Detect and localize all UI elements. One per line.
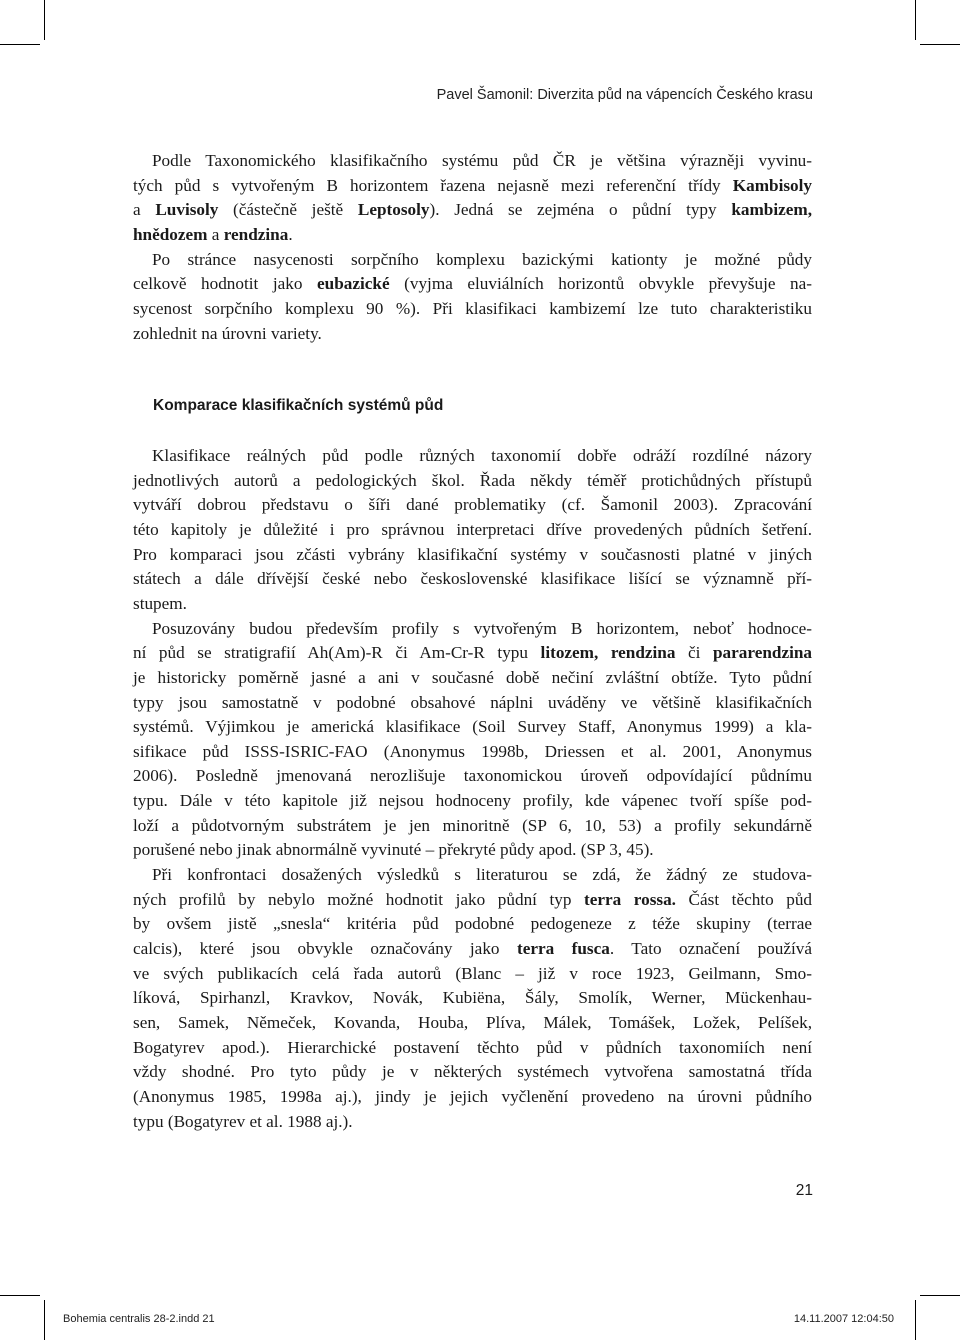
text-run: typu (Bogatyrev et al. 1988 aj.). xyxy=(133,1111,353,1131)
crop-mark xyxy=(0,44,40,45)
text-line xyxy=(133,591,812,617)
text-line xyxy=(133,468,812,494)
page-number: 21 xyxy=(795,1182,813,1199)
crop-mark xyxy=(920,1295,960,1296)
bold-term: eubazické xyxy=(317,274,390,294)
text-line xyxy=(133,1059,812,1085)
text-run: Bogatyrev apod.). Hierarchické postavení těchto půd v půdních taxonomiích není xyxy=(133,1037,812,1057)
text-line xyxy=(133,271,812,297)
text-run: Při konfrontaci dosažených výsledků s literaturou se zdá, že žádný ze studova- xyxy=(152,865,812,885)
text-run: vždy shodné. Pro tyto půdy je v některých systémech vytvořena samostatná třída xyxy=(133,1062,812,1082)
text-run: Posuzovány budou především profily s vytvořeným B horizontem, neboť hodnoce- xyxy=(152,618,812,638)
text-run: . xyxy=(288,224,293,244)
crop-mark xyxy=(0,1295,40,1296)
text-line xyxy=(133,788,812,814)
text-line xyxy=(133,443,812,469)
bold-term: rendzina xyxy=(223,224,289,244)
text-run: Pro komparaci jsou zčásti vybrány klasifikační systémy v současnosti platné v jiných xyxy=(133,544,812,564)
text-line xyxy=(133,492,812,518)
text-line xyxy=(133,321,812,347)
text-line xyxy=(133,837,812,863)
bold-term: Kambisoly xyxy=(732,175,812,195)
text-line xyxy=(133,862,812,888)
text-line xyxy=(133,148,812,174)
text-line xyxy=(133,296,812,322)
bold-term: terra fusca xyxy=(516,939,610,958)
crop-mark xyxy=(44,1300,45,1340)
text-run: stupem. xyxy=(133,593,187,613)
bold-term: terra rossa. xyxy=(584,889,676,909)
text-line xyxy=(133,961,812,987)
text-line xyxy=(133,1035,812,1061)
text-line xyxy=(133,222,812,248)
slug-file: Bohemia centralis 28-2.indd 21 xyxy=(63,1313,215,1325)
text-run: Část těchto půd xyxy=(675,889,813,909)
text-line xyxy=(133,763,812,789)
text-run: sifikace půd ISSS-ISRIC-FAO (Anonymus 1998b, Driessen et al. 2001, Anonymus xyxy=(133,741,812,761)
section-heading: Komparace klasifikačních systémů půd xyxy=(153,397,444,414)
text-run: sen, Samek, Němeček, Kovanda, Houba, Plíva, Málek, Tomášek, Ložek, Pelíšek, xyxy=(133,1012,812,1032)
bold-term: Leptosoly xyxy=(357,200,430,220)
text-line xyxy=(133,517,812,543)
text-line xyxy=(133,1010,812,1036)
crop-mark xyxy=(915,0,916,40)
text-run: či xyxy=(675,643,713,663)
running-header: Pavel Šamonil: Diverzita půd na vápencích Českého krasu xyxy=(436,87,813,103)
text-line xyxy=(133,197,812,223)
text-run: 2006). Posledně jmenovaná nerozlišuje taxonomickou úroveň odpovídající půdnímu xyxy=(133,766,812,786)
text-run: Po stránce nasycenosti sorpčního komplexu bazickými kationty je možné půdy xyxy=(152,249,812,269)
text-run: je historicky poměrně jasné a ani v současné době nečiní zvláštní obtíže. Tyto půdní xyxy=(133,667,812,687)
bold-term: Luvisoly xyxy=(155,200,219,220)
text-run: ve svých publikacích celá řada autorů (Blanc – již v roce 1923, Geilmann, Smo- xyxy=(133,963,812,983)
text-line xyxy=(133,936,812,962)
text-run: a xyxy=(133,200,156,220)
text-line xyxy=(133,985,812,1011)
text-line xyxy=(133,714,812,740)
text-run: typy jsou samostatně v podobné obsahové náplni uváděny ve většině klasifikačních xyxy=(133,692,812,712)
text-run: (částečně ještě xyxy=(218,200,358,220)
text-run: systémů. Výjimkou je americká klasifikace (Soil Survey Staff, Anonymus 1999) a kla- xyxy=(133,717,812,737)
text-line xyxy=(133,616,812,642)
crop-mark xyxy=(920,44,960,45)
text-line xyxy=(133,1109,812,1135)
text-run: zohlednit na úrovni variety. xyxy=(133,323,322,343)
text-line xyxy=(133,665,812,691)
text-run: (Anonymus 1985, 1998a aj.), jindy je jejich vyčlenění provedeno na úrovni půdního xyxy=(133,1086,812,1106)
text-line xyxy=(133,566,812,592)
text-run: . Tato označení používá xyxy=(609,939,812,958)
text-run: Podle Taxonomického klasifikačního systému půd ČR je většina výrazněji vyvinu- xyxy=(152,151,812,170)
bold-term: kambizem, xyxy=(731,200,812,220)
text-run: ). Jedná se zejména o půdní typy xyxy=(429,200,732,220)
text-line xyxy=(133,813,812,839)
text-run: porušené nebo jinak abnormálně vyvinuté – překryté půdy apod. (SP 3, 45). xyxy=(133,840,654,860)
text-run: jednotlivých autorů a pedologických škol. Řada někdy téměř protichůdných přístupů xyxy=(133,470,812,490)
text-line xyxy=(133,911,812,937)
text-line xyxy=(133,887,812,913)
text-run: vytváří dobrou představu o šíři dané problematiky (cf. Šamonil 2003). Zpracování xyxy=(133,495,812,515)
text-line xyxy=(133,1084,812,1110)
crop-mark xyxy=(44,0,45,40)
text-run: celkově hodnotit jako xyxy=(133,274,318,294)
bold-term: pararendzina xyxy=(713,643,812,663)
text-run: tých půd s vytvořeným B horizontem řazena nejasně mezi referenční třídy xyxy=(133,175,733,195)
crop-mark xyxy=(915,1300,916,1340)
text-run: líková, Spirhanzl, Kravkov, Novák, Kubiëna, Šály, Smolík, Werner, Mückenhau- xyxy=(133,988,812,1008)
text-line xyxy=(133,247,812,273)
text-line xyxy=(133,542,812,568)
text-run: (vyjma eluviálních horizontů obvykle převyšuje na- xyxy=(389,274,812,294)
text-run: Klasifikace reálných půd podle různých taxonomií dobře odráží rozdílné názory xyxy=(152,446,812,465)
text-line xyxy=(133,640,812,666)
text-run: této kapitoly je důležité i pro správnou interpretaci dříve provedených půdních šetření. xyxy=(133,519,812,539)
text-run: loží a půdotvorným substrátem je jen minoritně (SP 6, 10, 53) a profily sekundárně xyxy=(133,815,812,835)
text-run: typu. Dále v této kapitole již nejsou hodnoceny profily, kde vápenec tvoří spíše pod- xyxy=(133,791,812,811)
text-line xyxy=(133,739,812,765)
text-run: ní půd se stratigrafií Ah(Am)-R či Am-Cr-R typu xyxy=(133,643,541,663)
text-run: sycenost sorpčního komplexu 90 %). Při klasifikaci kambizemí lze tuto charakteristiku xyxy=(133,298,812,318)
text-run: a xyxy=(207,224,224,244)
text-run: by ovšem jistě „snesla“ kritéria půd podobné pedogeneze z téže skupiny (terrae xyxy=(133,914,812,934)
bold-term: hnědozem xyxy=(133,224,208,244)
slug-date: 14.11.2007 12:04:50 xyxy=(793,1313,894,1325)
text-run: ných profilů by nebylo možné hodnotit jako půdní typ xyxy=(133,889,585,909)
text-run: státech a dále dřívější české nebo československé klasifikace lišící se významně pří- xyxy=(133,569,812,589)
text-run: calcis), které jsou obvykle označovány jako xyxy=(133,939,517,958)
bold-term: litozem, rendzina xyxy=(540,643,676,663)
text-line xyxy=(133,173,812,199)
text-line xyxy=(133,690,812,716)
